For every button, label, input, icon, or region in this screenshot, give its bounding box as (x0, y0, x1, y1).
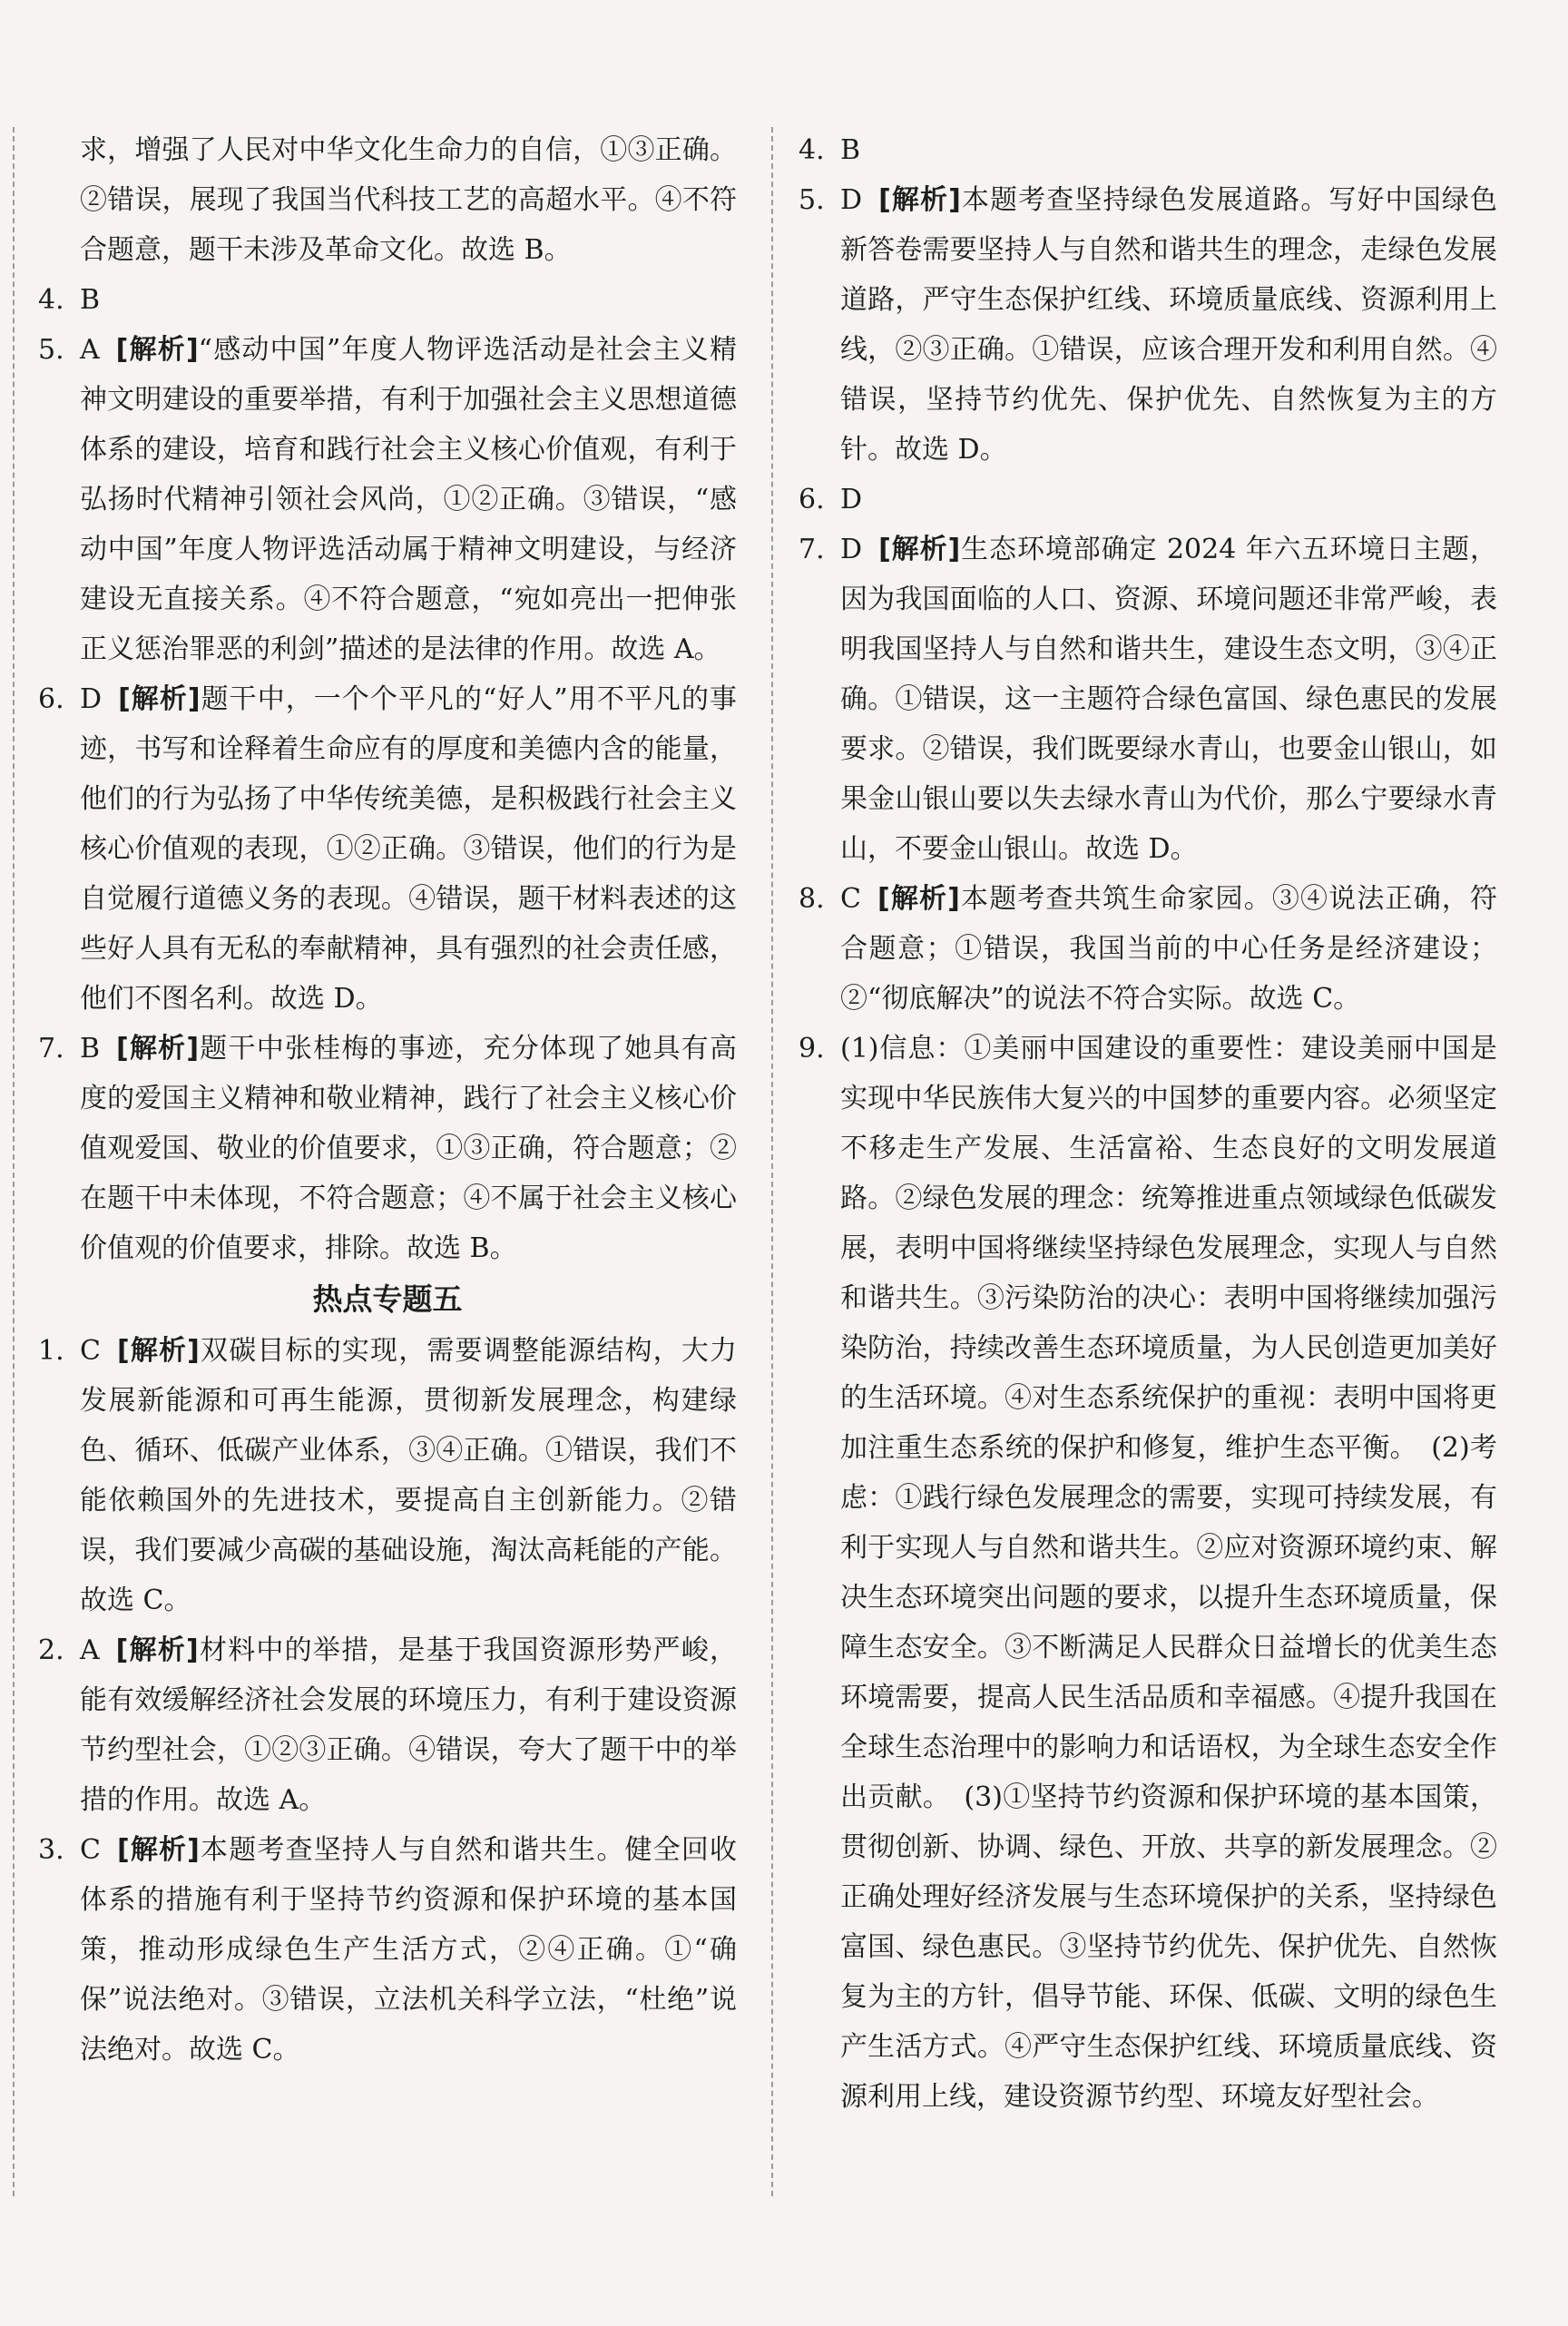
analysis-text: 生态环境部确定 2024 年六五环境日主题，因为我国面临的人口、资源、环境问题还非常严峻，表明我国坚持人与自然和谐共生，建设生态文明，③④正确。①错误，这一主题符合绿色富国、绿色惠民的发展要求。②错误，我们既要绿水青山，也要金山银山，如果金山银山要以失去绿水青山为代价，那么宁要绿水青山，不要金山银山。故选 D。 (840, 534, 1498, 865)
analysis-text: 材料中的举措，是基于我国资源形势严峻，能有效缓解经济社会发展的环境压力，有利于建设资源节约型社会，①②③正确。④错误，夸大了题干中的举措的作用。故选 A。 (80, 1634, 738, 1816)
answer-item (799, 874, 1497, 1024)
column-divider (771, 127, 773, 2196)
question-number: 9. (799, 1033, 825, 1065)
answer-item (799, 175, 1497, 475)
question-number: 6. (799, 484, 825, 515)
analysis-tag: [解析] (877, 883, 960, 915)
question-number: 5. (799, 184, 825, 216)
answer-item (38, 1625, 737, 1825)
answer-item (799, 1024, 1497, 2122)
answer-item (38, 325, 737, 674)
answer-item (38, 1326, 737, 1625)
left-margin-divider (13, 127, 15, 2196)
answer-letter: B (80, 284, 101, 316)
answer-letter: D (840, 484, 863, 515)
analysis-tag: [解析] (878, 534, 961, 565)
question-number: 6. (38, 683, 64, 715)
answer-letter: C (80, 1335, 101, 1367)
right-answer-list (799, 125, 1497, 2122)
answer-letter: C (840, 883, 861, 915)
analysis-text: 双碳目标的实现，需要调整能源结构，大力发展新能源和可再生能源，贯彻新发展理念，构建绿色、循环、低碳产业体系，③④正确。①错误，我们不能依赖国外的先进技术，要提高自主创新能力。②错误，我们要减少高碳的基础设施，淘汰高耗能的产能。故选 C。 (80, 1335, 738, 1616)
analysis-tag: [解析] (116, 1834, 200, 1866)
right-column (799, 125, 1497, 2122)
question-number: 3. (38, 1834, 64, 1866)
analysis-text: (1)信息：①美丽中国建设的重要性：建设美丽中国是实现中华民族伟大复兴的中国梦的重要内容。必须坚定不移走生产发展、生活富裕、生态良好的文明发展道路。②绿色发展的理念：统筹推进重点领域绿色低碳发展，表明中国将继续坚持绿色发展理念，实现人与自然和谐共生。③污染防治的决心：表明中国将继续加强污染防治，持续改善生态环境质量，为人民创造更加美好的生活环境。④对生态系统保护的重视：表明中国将更加注重生态系统的保护和修复，维护生态平衡。 (2)考虑：①践行绿色发展理念的需要，实现可持续发展，有利于实现人与自然和谐共生。②应对资源环境约束、解决生态环境突出问题的要求，以提升生态环境质量，保障生态安全。③不断满足人民群众日益增长的优美生态环境需要，提高人民生活品质和幸福感。④提升我国在全球生态治理中的影响力和话语权，为全球生态安全作出贡献。 (3)①坚持节约资源和保护环境的基本国策，贯彻创新、协调、绿色、开放、共享的新发展理念。②正确处理好经济发展与生态环境保护的关系，坚持绿色富国、绿色惠民。③坚持节约优先、保护优先、自然恢复为主的方针，倡导节能、环保、低碳、文明的绿色生产生活方式。④严守生态保护红线、环境质量底线、资源利用上线，建设资源节约型、环境友好型社会。 (840, 1033, 1497, 2113)
answer-letter: B (840, 134, 861, 166)
analysis-tag: [解析] (115, 1634, 199, 1666)
question-number: 2. (38, 1634, 64, 1666)
answer-item (38, 674, 737, 1024)
analysis-text: 本题考查坚持人与自然和谐共生。健全回收体系的措施有利于坚持节约资源和保护环境的基本国策，推动形成绿色生产生活方式，②④正确。①“确保”说法绝对。③错误，立法机关科学立法，“杜绝”说法绝对。故选 C。 (80, 1834, 738, 2066)
hotspot-five-answer-list (38, 1326, 737, 2075)
analysis-text: 题干中张桂梅的事迹，充分体现了她具有高度的爱国主义精神和敬业精神，践行了社会主义核心价值观爱国、敬业的价值要求，①③正确，符合题意；②在题干中未体现，不符合题意；④不属于社会主义核心价值观的价值要求，排除。故选 B。 (80, 1033, 738, 1264)
answer-letter: D (840, 534, 863, 565)
continued-paragraph: 求，增强了人民对中华文化生命力的自信，①③正确。②错误，展现了我国当代科技工艺的高超水平。④不符合题意，题干未涉及革命文化。故选 B。 (80, 134, 737, 266)
answer-item (38, 275, 737, 325)
left-answer-list (38, 275, 737, 1273)
analysis-tag: [解析] (116, 1335, 200, 1367)
left-column (38, 125, 737, 2075)
question-number: 7. (799, 534, 825, 565)
analysis-tag: [解析] (118, 683, 201, 715)
answer-letter: C (80, 1834, 101, 1866)
answer-item (38, 1024, 737, 1273)
question-number: 5. (38, 334, 64, 366)
question-number: 4. (38, 284, 64, 316)
answer-letter: A (80, 334, 100, 366)
analysis-text: 本题考查共筑生命家园。③④说法正确，符合题意；①错误，我国当前的中心任务是经济建设；②“彻底解决”的说法不符合实际。故选 C。 (840, 883, 1498, 1015)
analysis-text: 本题考查坚持绿色发展道路。写好中国绿色新答卷需要坚持人与自然和谐共生的理念，走绿色发展道路，严守生态保护红线、环境质量底线、资源利用上线，②③正确。①错误，应该合理开发和利用自然。④错误，坚持节约优先、保护优先、自然恢复为主的方针。故选 D。 (840, 184, 1498, 466)
analysis-tag: [解析] (116, 1033, 200, 1065)
answer-letter: D (840, 184, 863, 216)
question-number: 1. (38, 1335, 64, 1367)
analysis-text: 题干中，一个个平凡的“好人”用不平凡的事迹，书写和诠释着生命应有的厚度和美德内含的能量，他们的行为弘扬了中华传统美德，是积极践行社会主义核心价值观的表现，①②正确。③错误，他们的行为是自觉履行道德义务的表现。④错误，题干材料表述的这些好人具有无私的奉献精神，具有强烈的社会责任感，他们不图名利。故选 D。 (80, 683, 737, 1015)
answer-item (799, 475, 1497, 525)
answer-item (38, 1825, 737, 2075)
question-number: 4. (799, 134, 825, 166)
answer-letter: B (80, 1033, 101, 1065)
question-number: 8. (799, 883, 825, 915)
analysis-tag: [解析] (878, 184, 961, 216)
question-number: 7. (38, 1033, 64, 1065)
analysis-text: “感动中国”年度人物评选活动是社会主义精神文明建设的重要举措，有利于加强社会主义思想道德体系的建设，培育和践行社会主义核心价值观，有利于弘扬时代精神引领社会风尚，①②正确。③错误，“感动中国”年度人物评选活动属于精神文明建设，与经济建设无直接关系。④不符合题意，“宛如亮出一把伸张正义惩治罪恶的利剑”描述的是法律的作用。故选 A。 (80, 334, 737, 665)
analysis-tag: [解析] (115, 334, 199, 366)
answer-item (799, 125, 1497, 175)
answer-letter: D (80, 683, 103, 715)
section-title: 热点专题五 (312, 1281, 463, 1317)
answer-item (799, 525, 1497, 874)
answer-letter: A (80, 1634, 100, 1666)
